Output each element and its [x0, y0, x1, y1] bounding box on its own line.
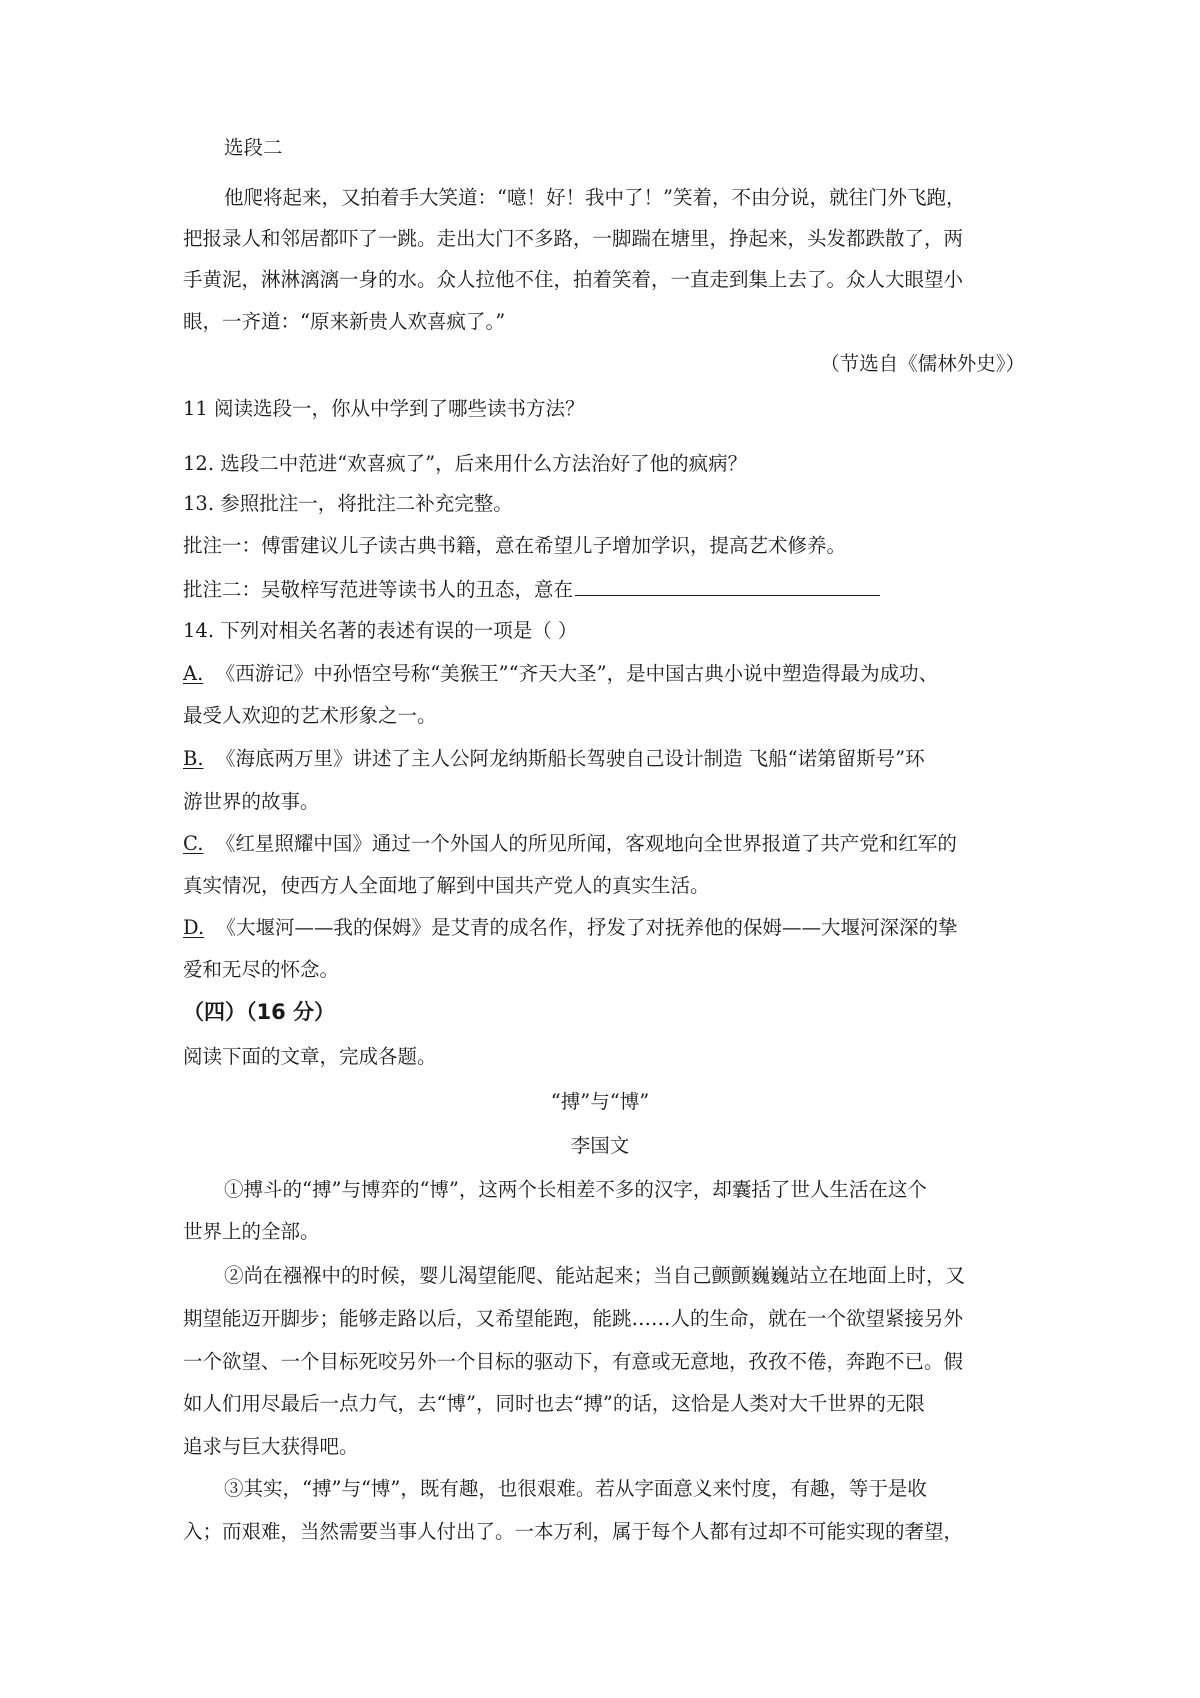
paragraph-3-line-2: 入；而艰难，当然需要当事人付出了。一本万利，属于每个人都有过却不可能实现的奢望，	[183, 1520, 964, 1543]
section2-source: （节选自《儒林外史》）	[820, 352, 1025, 375]
paragraph-3-line-1: ③其实，“搏”与“博”，既有趣，也很艰难。若从字面意义来忖度，有趣，等于是收	[224, 1477, 927, 1500]
section2-heading: 选段二	[224, 136, 283, 159]
paragraph-1-line-1: ①搏斗的“搏”与博弈的“博”，这两个长相差不多的汉字，却囊括了世人生活在这个	[224, 1178, 927, 1201]
article-title: “搏”与“博”	[550, 1090, 650, 1113]
option-c-text-2: 真实情况，使西方人全面地了解到中国共产党人的真实生活。	[183, 874, 710, 897]
option-a-label: A.	[183, 662, 204, 685]
option-b-line-1	[183, 745, 925, 773]
option-b-text-2: 游世界的故事。	[183, 790, 320, 813]
option-d-text-1: 《大堰河——我的保姆》是艾青的成名作，抒发了对抚养他的保姆——大堰河深深的挚	[216, 916, 958, 939]
option-a-line-1	[183, 660, 938, 688]
option-c-text-1: 《红星照耀中国》通过一个外国人的所见所闻，客观地向全世界报道了共产党和红军的	[215, 832, 957, 855]
annotation-2-text: 批注二：吴敬梓写范进等读书人的丑态，意在	[183, 578, 574, 601]
option-b-label: B.	[183, 747, 204, 770]
question-13: 13. 参照批注一，将批注二补充完整。	[183, 492, 513, 515]
paragraph-2-line-1: ②尚在襁褓中的时候，婴儿渴望能爬、能站起来；当自己颤颤巍巍站立在地面上时，又	[224, 1264, 966, 1287]
question-14: 14. 下列对相关名著的表述有误的一项是（ ）	[183, 619, 578, 642]
option-a-text-1: 《西游记》中孙悟空号称“美猴王”“齐天大圣”，是中国古典小说中塑造得最为成功、	[215, 662, 939, 685]
paragraph-2-line-2: 期望能迈开脚步；能够走路以后，又希望能跑，能跳……人的生命，就在一个欲望紧接另外	[183, 1307, 964, 1330]
paragraph-2-line-4: 如人们用尽最后一点力气，去“博”，同时也去“搏”的话，这恰是人类对大千世界的无限	[183, 1392, 925, 1415]
question-11: 11 阅读选段一，你从中学到了哪些读书方法？	[183, 397, 585, 420]
option-d-line-1	[183, 914, 958, 942]
paragraph-2-line-3: 一个欲望、一个目标死咬另外一个目标的驱动下，有意或无意地，孜孜不倦，奔跑不已。假	[183, 1350, 964, 1373]
option-b-text-1: 《海底两万里》讲述了主人公阿龙纳斯船长驾驶自己设计制造 飞船“诺第留斯号”环	[215, 747, 925, 770]
annotation-1: 批注一：傅雷建议儿子读古典书籍，意在希望儿子增加学识，提高艺术修养。	[183, 534, 847, 557]
annotation-2	[183, 575, 880, 604]
section2-line-2: 把报录人和邻居都吓了一跳。走出大门不多路，一脚踹在塘里，挣起来，头发都跌散了，两	[183, 227, 964, 250]
article-author: 李国文	[570, 1134, 630, 1157]
option-a-text-2: 最受人欢迎的艺术形象之一。	[183, 704, 437, 727]
option-c-line-1	[183, 830, 957, 858]
section2-line-3: 手黄泥，淋淋漓漓一身的水。众人拉他不住，拍着笑着，一直走到集上去了。众人大眼望小	[183, 268, 964, 291]
part4-heading: （四）（16 分）	[183, 1000, 336, 1024]
section2-line-1: 他爬将起来，又拍着手大笑道：“噫！好！我中了！”笑着，不由分说，就往门外飞跑，	[224, 186, 966, 209]
option-c-label: C.	[183, 832, 204, 855]
section2-line-4: 眼，一齐道：“原来新贵人欢喜疯了。”	[183, 310, 506, 333]
paragraph-1-line-2: 世界上的全部。	[183, 1220, 320, 1243]
question-12: 12. 选段二中范进“欢喜疯了”，后来用什么方法治好了他的疯病？	[183, 452, 748, 475]
option-d-label: D.	[183, 916, 205, 939]
paragraph-2-line-5: 追求与巨大获得吧。	[183, 1435, 359, 1458]
option-d-text-2: 爱和无尽的怀念。	[183, 958, 340, 981]
part4-instruction: 阅读下面的文章，完成各题。	[183, 1045, 437, 1068]
annotation-2-blank[interactable]	[575, 575, 880, 596]
